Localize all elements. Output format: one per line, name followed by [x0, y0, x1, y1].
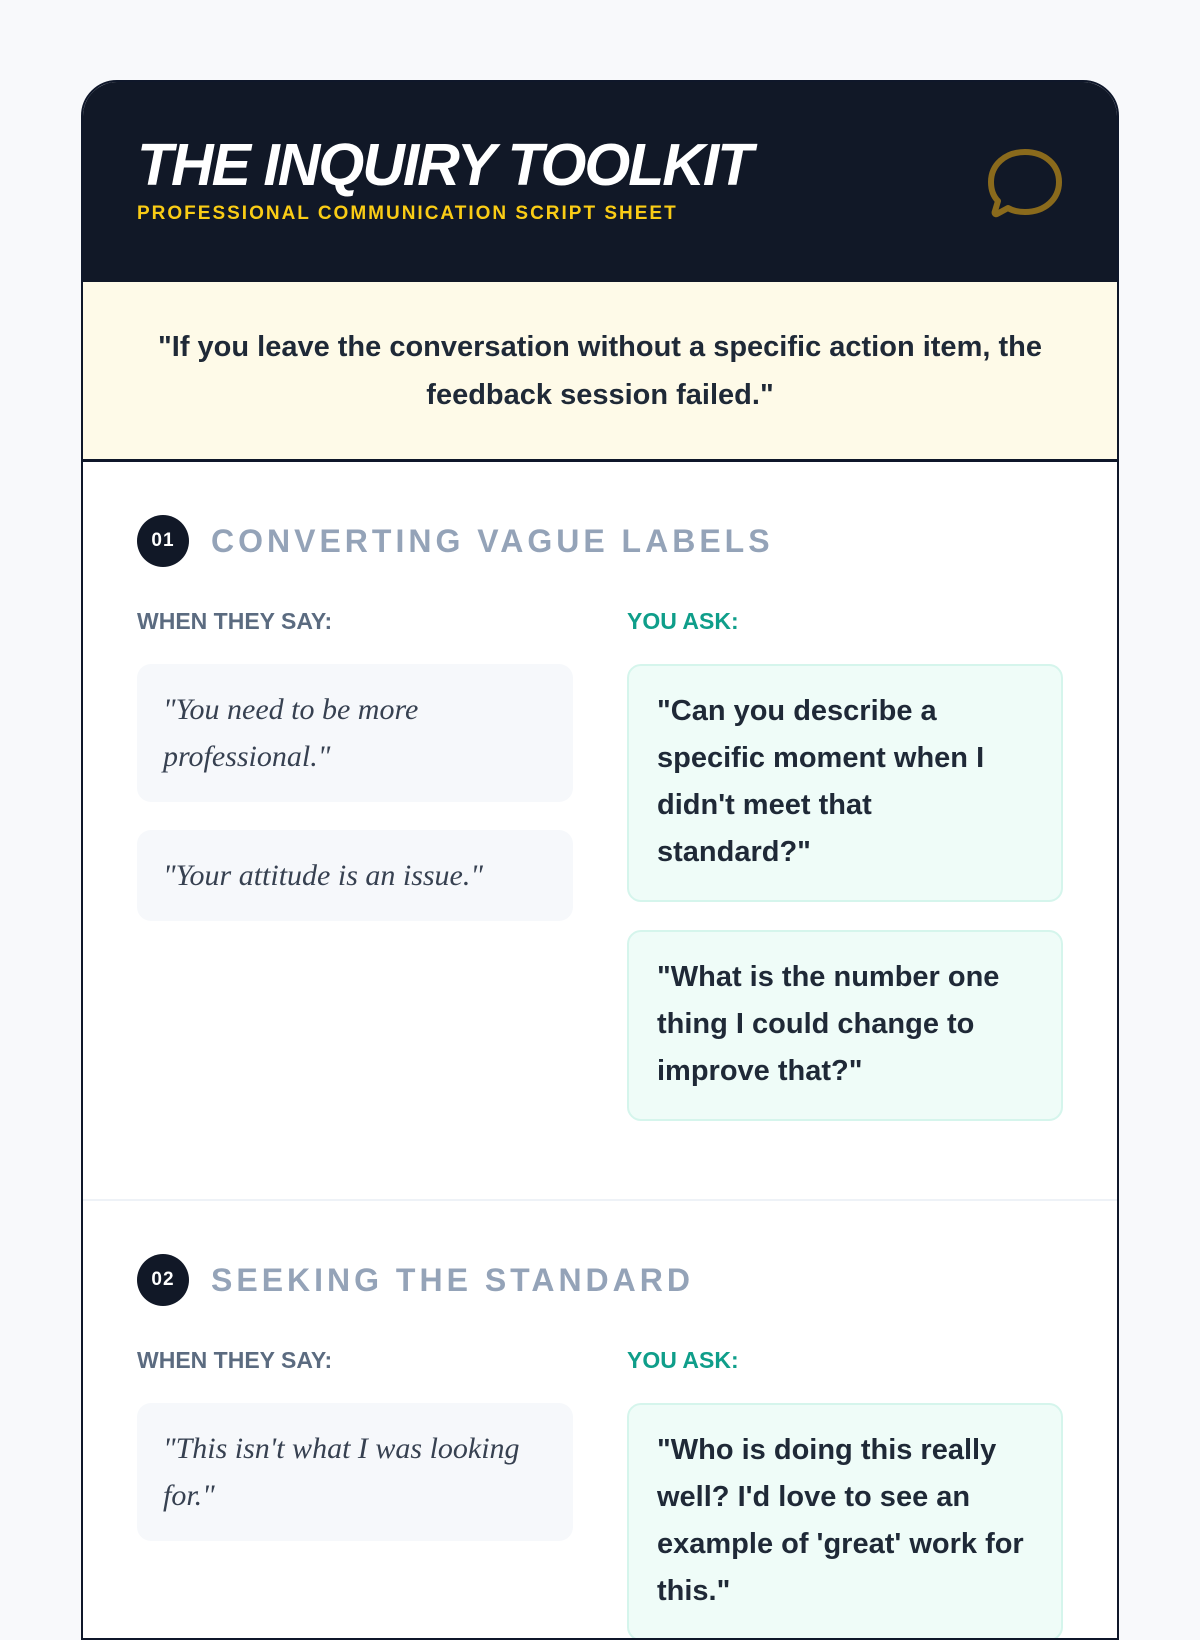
section-number-badge: 01 — [137, 515, 189, 567]
section-title: CONVERTING VAGUE LABELS — [211, 522, 774, 559]
header — [83, 82, 1117, 282]
question-card: "What is the number one thing I could change to improve that?" — [627, 930, 1063, 1121]
you-ask-label: YOU ASK: — [627, 1347, 739, 1373]
page-title: THE INQUIRY TOOLKIT — [137, 132, 752, 198]
you-ask-column — [627, 606, 1063, 1149]
section-number-badge: 02 — [137, 1254, 189, 1306]
section-seeking-the-standard — [83, 1201, 1117, 1640]
when-they-say-label: WHEN THEY SAY: — [137, 608, 333, 634]
script-columns — [137, 606, 1063, 1149]
when-they-say-column — [137, 606, 573, 1149]
when-they-say-label: WHEN THEY SAY: — [137, 1347, 333, 1373]
you-ask-label: YOU ASK: — [627, 608, 739, 634]
statement-card: "This isn't what I was looking for." — [137, 1403, 573, 1541]
script-sheet — [81, 80, 1119, 1640]
section-header — [137, 514, 1063, 568]
you-ask-column — [627, 1345, 1063, 1640]
section-header — [137, 1253, 1063, 1307]
key-quote: "If you leave the conversation without a specific action item, the feedback session failed." — [158, 330, 1042, 411]
page-subtitle: PROFESSIONAL COMMUNICATION SCRIPT SHEET — [137, 203, 678, 224]
key-quote-banner — [83, 282, 1117, 462]
question-card: "Who is doing this really well? I'd love to see an example of 'great' work for this." — [627, 1403, 1063, 1640]
section-title: SEEKING THE STANDARD — [211, 1261, 694, 1298]
statement-card: "Your attitude is an issue." — [137, 830, 573, 921]
script-columns — [137, 1345, 1063, 1640]
chat-bubble-icon — [985, 144, 1065, 224]
question-card: "Can you describe a specific moment when I didn't meet that standard?" — [627, 664, 1063, 902]
when-they-say-column — [137, 1345, 573, 1640]
section-converting-vague-labels — [83, 462, 1117, 1201]
statement-card: "You need to be more professional." — [137, 664, 573, 802]
